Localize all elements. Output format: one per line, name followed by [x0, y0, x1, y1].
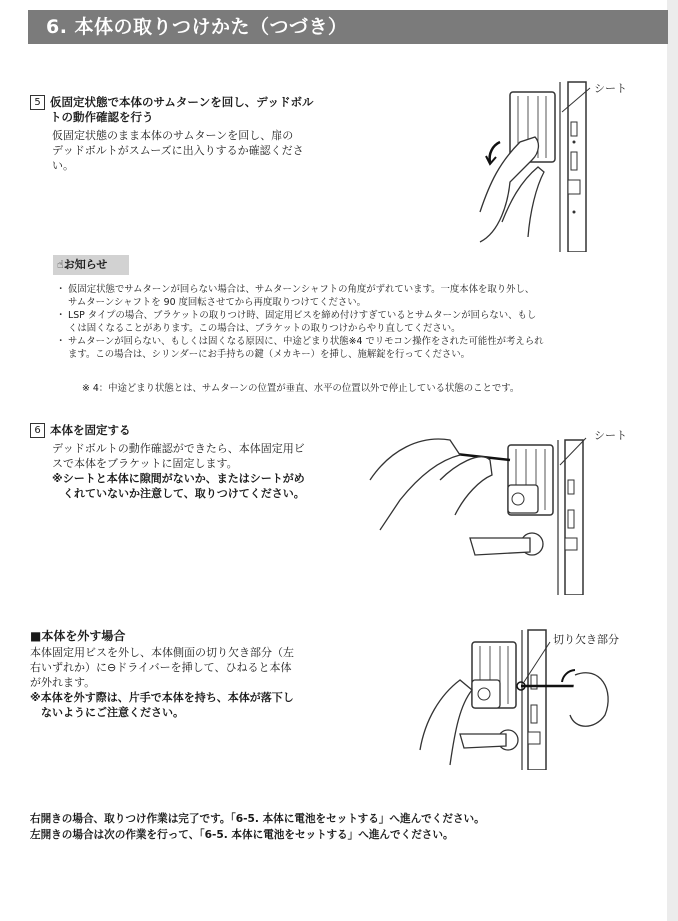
step5-heading-line1: 仮固定状態で本体のサムターンを回し、デッドボル [50, 95, 314, 109]
notice-item-line2: サムターンシャフトを 90 度回転させてから再度取りつけてください。 [68, 297, 367, 308]
step5-body [52, 128, 362, 173]
remove-heading: ■本体を外す場合 [30, 629, 126, 643]
hand-pointer-icon: ☝ [57, 258, 64, 271]
step5-heading [30, 95, 360, 125]
notice-item-line2: ます。この場合は、シリンダーにお手持ちの鍵（メカキー）を挿し、施解錠を行ってください。 [68, 349, 471, 360]
remove-body-line3: が外れます。 [30, 676, 96, 689]
step5-body-line2: デッドボルトがスムーズに出入りするか確認くださ [52, 144, 304, 157]
bullet-icon: ・ [56, 284, 66, 295]
remove-body [30, 645, 360, 720]
notice-item-line1: LSP タイプの場合、ブラケットの取りつけ時、固定用ビスを締め付けすぎているとサムターンが回らない、もし [68, 310, 537, 321]
remove-note-line2: ないようにご注意ください。 [41, 706, 184, 719]
notice-item [56, 283, 661, 309]
remove-body-line1: 本体固定用ビスを外し、本体側面の切り欠き部分（左 [30, 646, 294, 659]
notice-item-line1: 仮固定状態でサムターンが回らない場合は、サムターンシャフトの角度がずれています。一度本体を取り外し、 [68, 284, 535, 295]
step5-illustration [440, 72, 640, 252]
notice-badge [53, 255, 129, 275]
step6-heading-text: 本体を固定する [50, 423, 131, 437]
notice-list [56, 283, 661, 361]
step6-body-line2: スで本体をブラケットに固定します。 [52, 457, 238, 470]
step5-figure-label: シート [594, 82, 627, 95]
notice-footnote: ※ 4：中途どまり状態とは、サムターンの位置が垂直、水平の位置以外で停止している状態のことです。 [82, 383, 520, 394]
step5-heading-line2: トの動作確認を行う [50, 110, 154, 124]
notice-item [56, 309, 661, 335]
remove-body-line2: 右いずれか）に⊖ドライバーを挿して、ひねると本体 [30, 661, 292, 674]
remove-note-line1: ※本体を外す際は、片手で本体を持ち、本体が落下し [30, 691, 294, 704]
step6-illustration [360, 420, 640, 595]
notice-badge-label: お知らせ [63, 258, 108, 271]
step6-number: 6 [30, 423, 45, 438]
bullet-icon: ・ [56, 336, 66, 347]
step5-body-line1: 仮固定状態のまま本体のサムターンを回し、扉の [52, 129, 294, 142]
step6-note-line2: くれていないか注意して、取りつけてください。 [63, 487, 305, 500]
step6-heading [30, 423, 360, 438]
step6-body-line1: デッドボルトの動作確認ができたら、本体固定用ビ [52, 442, 305, 455]
step5-number: 5 [30, 95, 45, 110]
notice-item [56, 335, 661, 361]
section-title: 6. 本体の取りつけかた（つづき） [28, 10, 668, 44]
closing-line2: 左開きの場合は次の作業を行って、「6-5. 本体に電池をセットする」へ進んでください。 [30, 829, 454, 841]
notice-item-line2: くは固くなることがあります。この場合は、ブラケットの取りつけからやり直してください。 [68, 323, 461, 334]
notice-item-line1: サムターンが回らない、もしくは固くなる原因に、中途どまり状態※4 でリモコン操作をされた可能性が考えられ [68, 336, 544, 347]
step5-body-line3: い。 [52, 159, 74, 172]
closing-line1: 右開きの場合、取りつけ作業は完了です。「6-5. 本体に電池をセットする」へ進んでください。 [30, 813, 485, 825]
page-edge-strip [667, 0, 678, 921]
step6-note-line1: ※シートと本体に隙間がないか、またはシートがめ [52, 472, 305, 485]
bullet-icon: ・ [56, 310, 66, 321]
step6-figure-label: シート [594, 429, 627, 442]
remove-figure-label: 切り欠き部分 [553, 633, 619, 646]
step6-body [52, 441, 362, 501]
closing-text [30, 811, 485, 843]
